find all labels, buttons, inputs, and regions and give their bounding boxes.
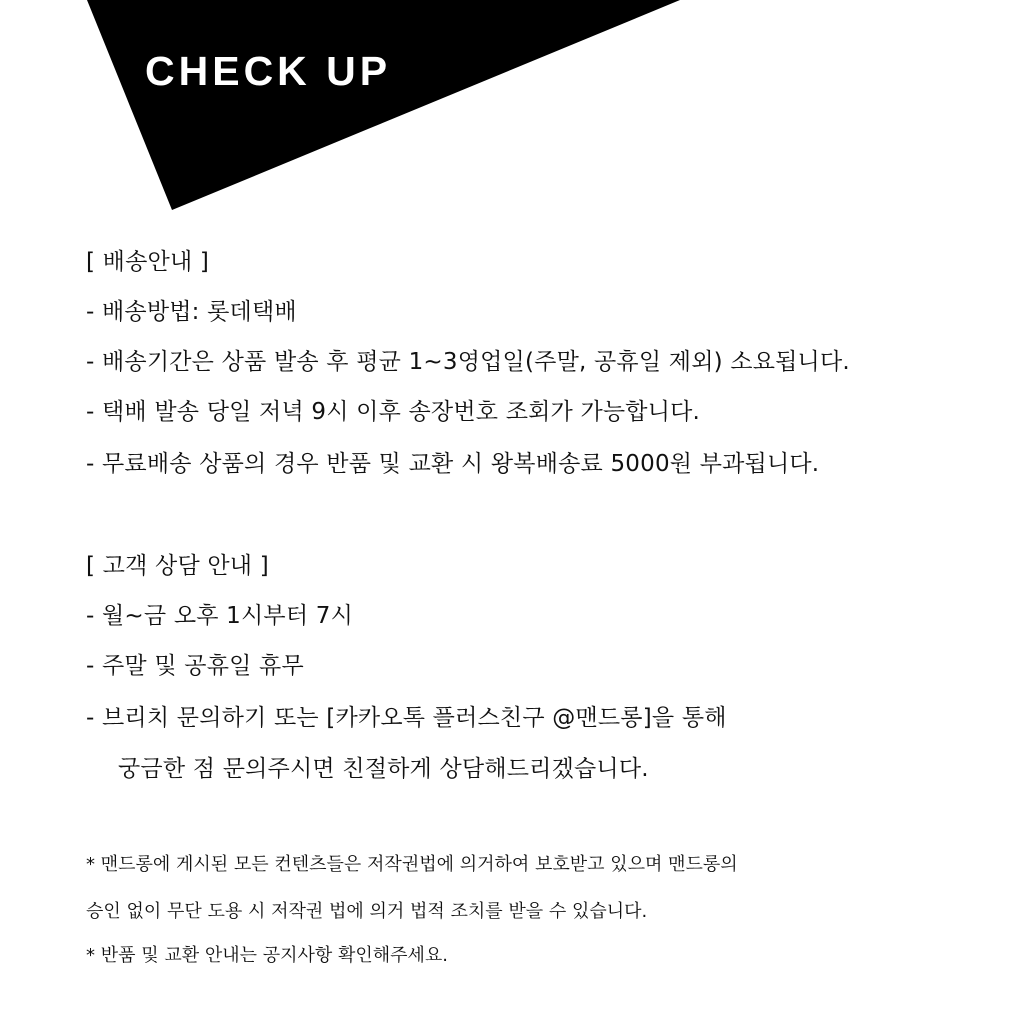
copyright-notice-cont: 승인 없이 무단 도용 시 저작권 법에 의거 법적 조치를 받을 수 있습니다. (86, 901, 648, 922)
header-banner (0, 0, 1024, 220)
consult-hours: - 월~금 오후 1시부터 7시 (86, 603, 354, 629)
page-title: CHECK UP (145, 48, 392, 94)
consult-channel: - 브리치 문의하기 또는 [카카오톡 플러스친구 @맨드롱]을 통해 (86, 705, 727, 731)
copyright-notice: * 맨드롱에 게시된 모든 컨텐츠들은 저작권법에 의거하여 보호받고 있으며 맨드롱의 (86, 854, 738, 875)
return-notice: * 반품 및 교환 안내는 공지사항 확인해주세요. (86, 945, 449, 966)
shipping-tracking: - 택배 발송 당일 저녁 9시 이후 송장번호 조회가 가능합니다. (86, 399, 701, 425)
shipping-return-fee: - 무료배송 상품의 경우 반품 및 교환 시 왕복배송료 5000원 부과됩니다. (86, 451, 820, 477)
shipping-heading: [ 배송안내 ] (86, 249, 210, 275)
consult-heading: [ 고객 상담 안내 ] (86, 553, 269, 579)
shipping-method: - 배송방법: 롯데택배 (86, 299, 297, 325)
banner-shape (0, 0, 1024, 220)
consult-channel-cont: 궁금한 점 문의주시면 친절하게 상담해드리겠습니다. (118, 756, 649, 782)
shipping-period: - 배송기간은 상품 발송 후 평균 1~3영업일(주말, 공휴일 제외) 소요됩니다. (86, 349, 850, 375)
consult-holiday: - 주말 및 공휴일 휴무 (86, 653, 304, 679)
